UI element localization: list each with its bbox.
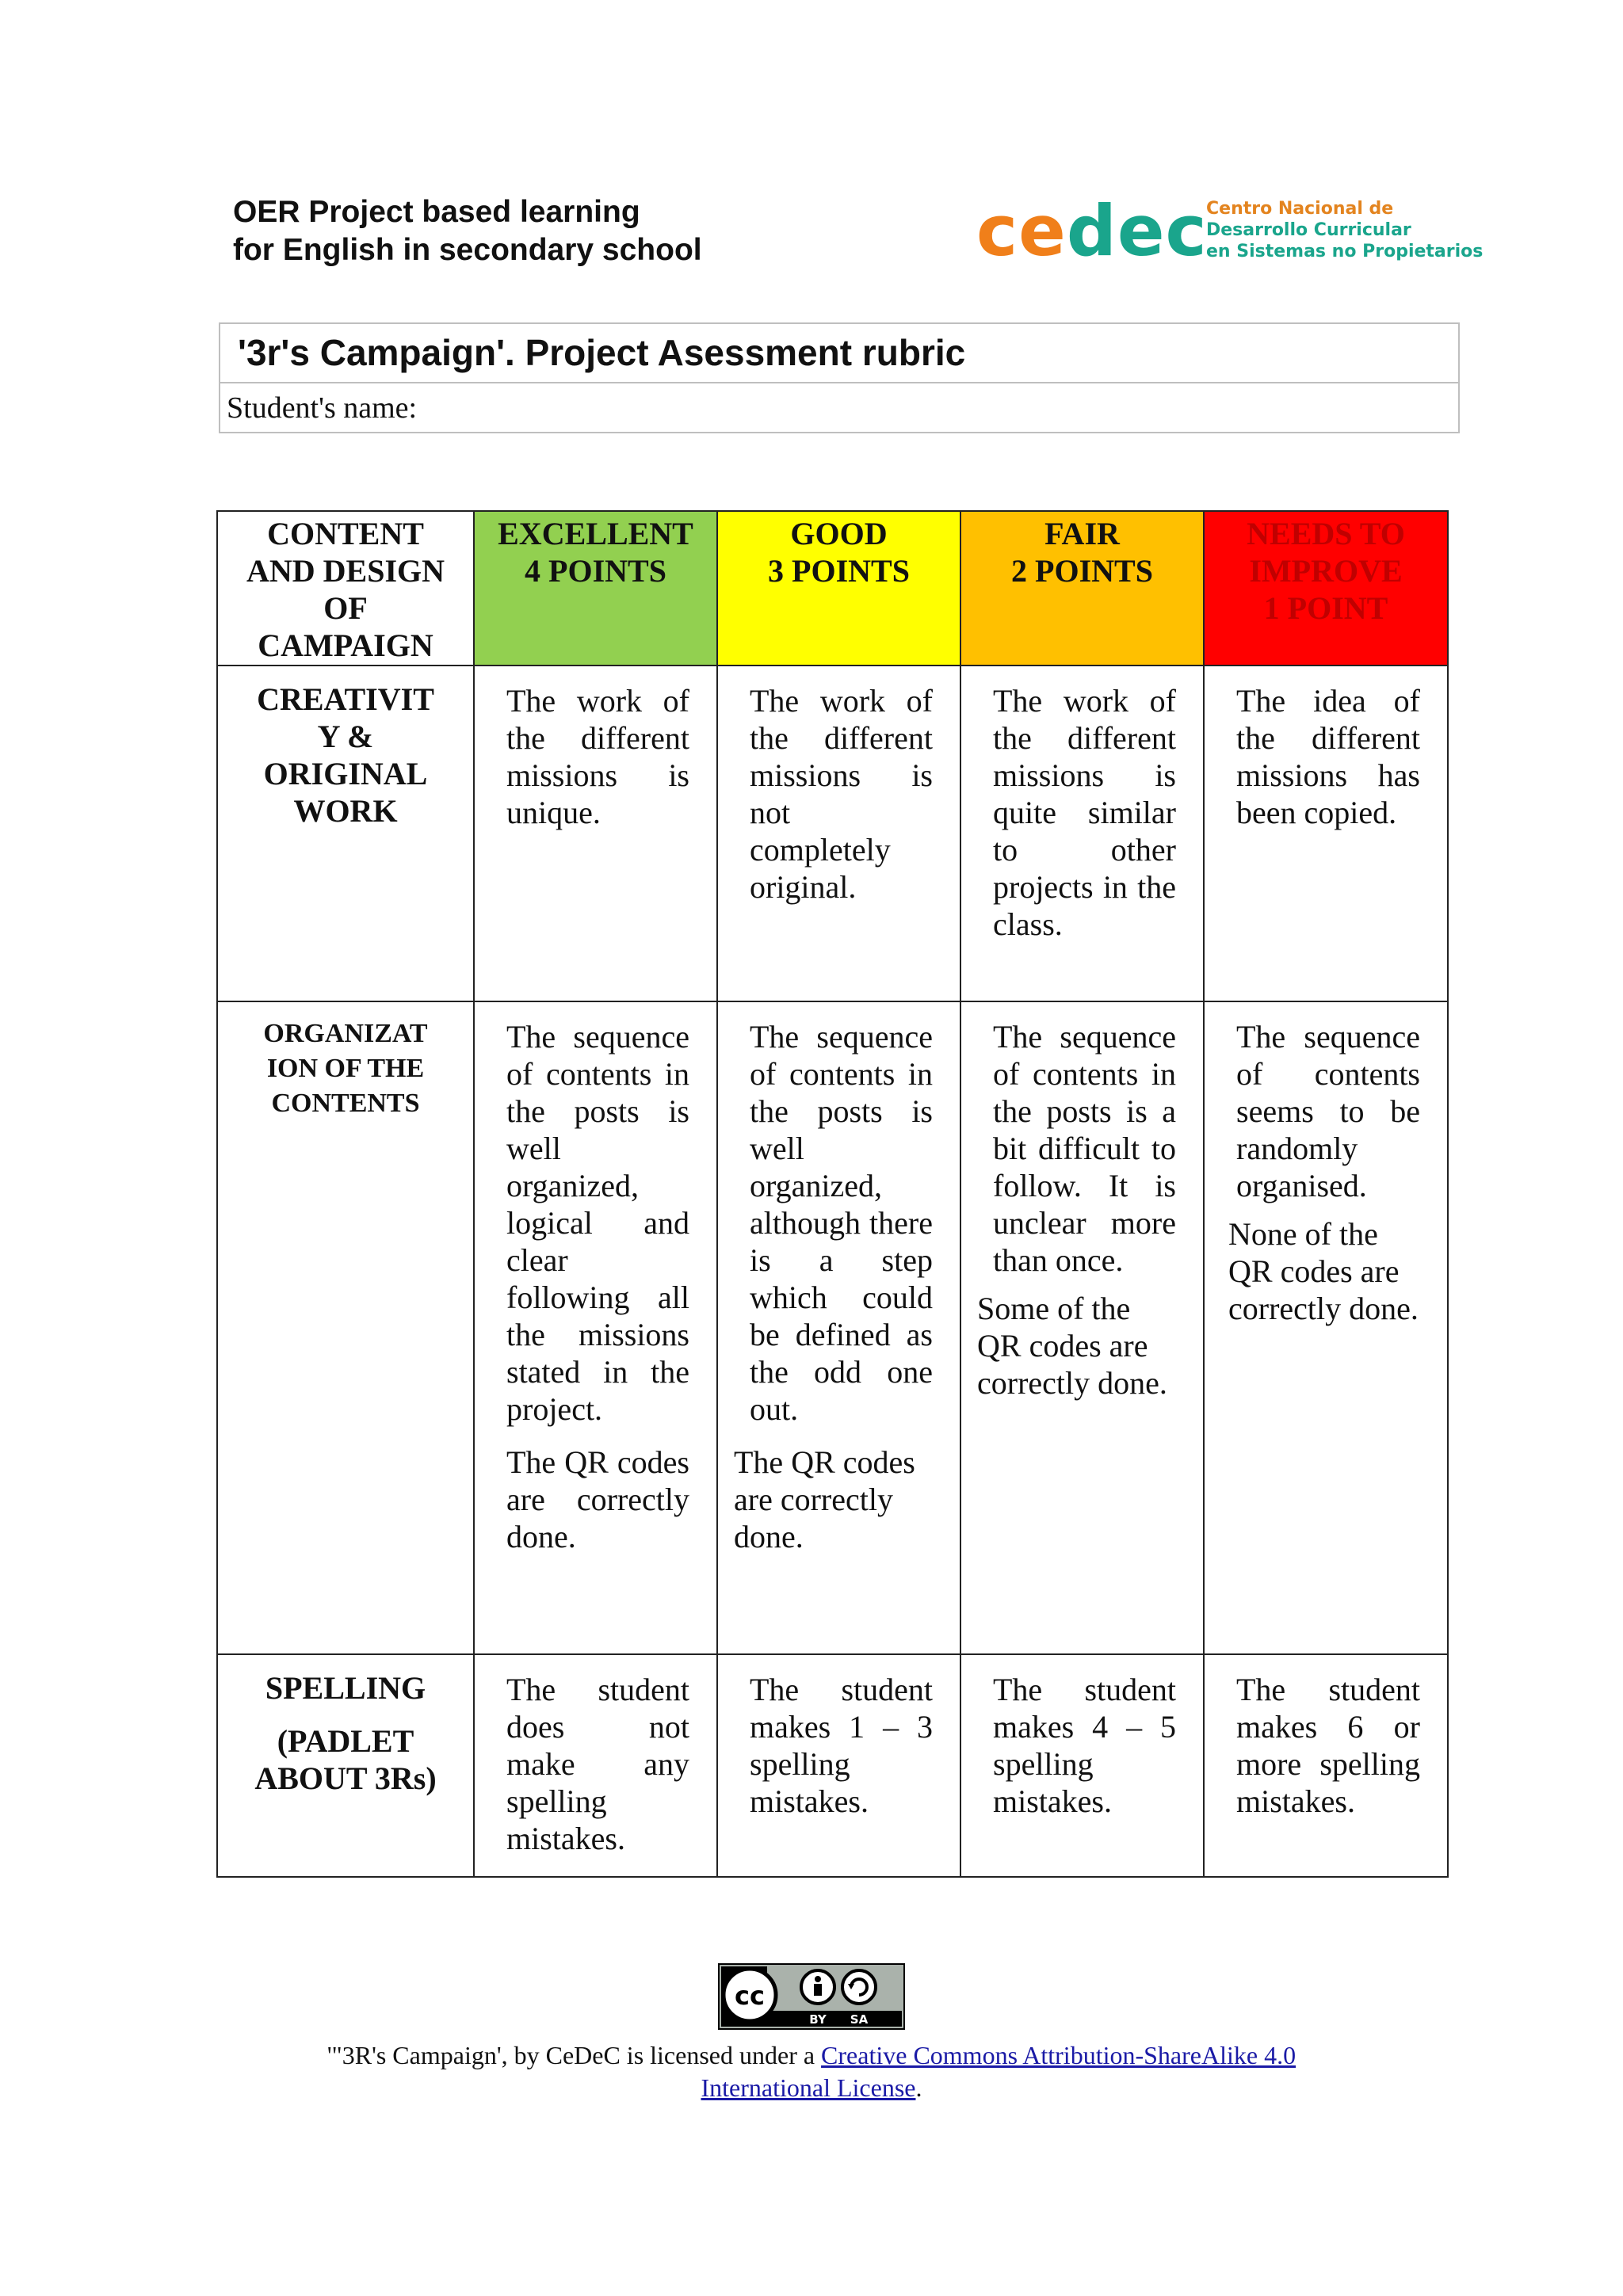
cell-text: The student makes 6 or more spelling mistakes. bbox=[1236, 1672, 1420, 1819]
criterion-spelling bbox=[217, 1654, 474, 1877]
criterion-organization bbox=[217, 1001, 474, 1654]
header-needs-line: 1 POINT bbox=[1263, 590, 1388, 626]
logo-sub-line-3: en Sistemas no Propietarios bbox=[1206, 242, 1484, 261]
criterion-creativity bbox=[217, 666, 474, 1001]
cell-text: The sequence of contents in the posts is well organized, although there is a step which could be defined as the odd one out. bbox=[750, 1019, 933, 1427]
cell-text: The student makes 1 – 3 spelling mistakes. bbox=[750, 1672, 933, 1819]
header-excellent-line: EXCELLENT bbox=[498, 516, 693, 551]
cell-organization-excellent bbox=[474, 1001, 717, 1654]
header-criteria-line: CAMPAIGN bbox=[258, 627, 433, 663]
cell-text-qr: Some of the QR codes are correctly done. bbox=[977, 1291, 1167, 1401]
criterion-line: CREATIVIT bbox=[257, 681, 434, 717]
license-link-part-2[interactable]: International License bbox=[701, 2073, 916, 2102]
cell-text: The sequence of contents in the posts is well organized, logical and clear following all the missions stated in the project. bbox=[506, 1019, 689, 1427]
cedec-logo bbox=[976, 190, 1484, 272]
cell-spelling-excellent bbox=[474, 1654, 717, 1877]
header-needs-to-improve bbox=[1204, 511, 1448, 666]
header-criteria bbox=[217, 511, 474, 666]
header-fair bbox=[960, 511, 1204, 666]
criterion-line: ORIGINAL bbox=[263, 756, 428, 791]
criterion-line: ION OF THE bbox=[266, 1054, 425, 1083]
logo-sub-line-1: Centro Nacional de bbox=[1206, 199, 1394, 219]
cell-text-qr: None of the QR codes are correctly done. bbox=[1228, 1216, 1419, 1326]
cell-text: The student makes 4 – 5 spelling mistakes. bbox=[993, 1672, 1176, 1819]
criterion-line: WORK bbox=[293, 793, 398, 829]
header-good-line: 3 POINTS bbox=[768, 553, 910, 589]
cc-text: cc bbox=[735, 1981, 765, 2011]
cell-spelling-needs bbox=[1204, 1654, 1448, 1877]
criterion-line: Y & bbox=[317, 719, 374, 754]
cell-organization-good bbox=[717, 1001, 960, 1654]
cell-text: The sequence of contents in the posts is a bit difficult to follow. It is unclear more than once. bbox=[993, 1019, 1176, 1278]
header-needs-line: IMPROVE bbox=[1249, 553, 1403, 589]
cell-text: The idea of the different missions has been copied. bbox=[1236, 683, 1420, 830]
rubric-row-creativity bbox=[217, 666, 1448, 1001]
rubric-row-organization bbox=[217, 1001, 1448, 1654]
header-title-line-1: OER Project based learning bbox=[233, 195, 640, 229]
header-criteria-line: CONTENT bbox=[267, 516, 424, 551]
logo-word-part-2: dec bbox=[1066, 190, 1208, 272]
cell-spelling-fair bbox=[960, 1654, 1204, 1877]
badge-by-label: BY bbox=[809, 2012, 827, 2027]
header-criteria-line: OF bbox=[323, 590, 368, 626]
rubric-header-row bbox=[217, 511, 1448, 666]
criterion-line: CONTENTS bbox=[271, 1089, 420, 1118]
logo-sub-line-2: Desarrollo Curricular bbox=[1206, 220, 1411, 240]
header-excellent-line: 4 POINTS bbox=[525, 553, 666, 589]
cedec-logo-subtitle bbox=[1206, 198, 1483, 262]
header-title-line-2: for English in secondary school bbox=[233, 233, 702, 267]
cell-spelling-good bbox=[717, 1654, 960, 1877]
license-line-2 bbox=[0, 2072, 1623, 2104]
license-notice bbox=[0, 2039, 1623, 2104]
criterion-line: SPELLING bbox=[265, 1670, 426, 1706]
cell-text: The work of the different missions is not completely original. bbox=[750, 683, 933, 905]
page-header-title bbox=[233, 193, 702, 269]
cell-text: The work of the different missions is unique. bbox=[506, 683, 689, 830]
cell-creativity-good bbox=[717, 666, 960, 1001]
badge-sa-label: SA bbox=[850, 2012, 869, 2027]
document-title: '3r's Campaign'. Project Asessment rubric bbox=[220, 324, 1458, 383]
header-good bbox=[717, 511, 960, 666]
cell-creativity-needs bbox=[1204, 666, 1448, 1001]
cell-text: The student does not make any spelling mistakes. bbox=[506, 1672, 689, 1856]
cell-organization-fair bbox=[960, 1001, 1204, 1654]
license-prefix: '"3R's Campaign', by CeDeC is licensed under a bbox=[327, 2041, 822, 2069]
cell-text-qr: The QR codes are correctly done. bbox=[506, 1444, 689, 1554]
cc-by-sa-badge-icon[interactable] bbox=[718, 1963, 905, 2030]
cell-creativity-excellent bbox=[474, 666, 717, 1001]
license-link-part-1[interactable]: Creative Commons Attribution-ShareAlike 4.0 bbox=[821, 2041, 1296, 2069]
cell-organization-needs bbox=[1204, 1001, 1448, 1654]
cell-text: The work of the different missions is quite similar to other projects in the class. bbox=[993, 683, 1176, 942]
criterion-line: ABOUT 3Rs) bbox=[254, 1760, 437, 1796]
cell-text: The sequence of contents seems to be randomly organised. bbox=[1236, 1019, 1420, 1203]
header-good-line: GOOD bbox=[790, 516, 888, 551]
document-title-box bbox=[219, 322, 1460, 433]
student-name-label: Student's name: bbox=[227, 391, 418, 425]
license-suffix: . bbox=[915, 2073, 922, 2102]
header-excellent bbox=[474, 511, 717, 666]
header-fair-line: FAIR bbox=[1044, 516, 1120, 551]
logo-word-part-1: ce bbox=[976, 190, 1067, 272]
sa-sharealike-icon bbox=[842, 1970, 876, 2004]
header-fair-line: 2 POINTS bbox=[1011, 553, 1153, 589]
cell-text-qr: The QR codes are correctly done. bbox=[734, 1444, 915, 1554]
rubric-row-spelling bbox=[217, 1654, 1448, 1877]
header-criteria-line: AND DESIGN bbox=[246, 553, 445, 589]
criterion-line: (PADLET bbox=[277, 1723, 414, 1759]
cell-creativity-fair bbox=[960, 666, 1204, 1001]
license-line-1 bbox=[0, 2039, 1623, 2072]
assessment-rubric-table bbox=[216, 510, 1449, 1878]
criterion-line: ORGANIZAT bbox=[263, 1019, 428, 1048]
cedec-logo-wordmark bbox=[976, 190, 1208, 272]
header-needs-line: NEEDS TO bbox=[1247, 516, 1405, 551]
